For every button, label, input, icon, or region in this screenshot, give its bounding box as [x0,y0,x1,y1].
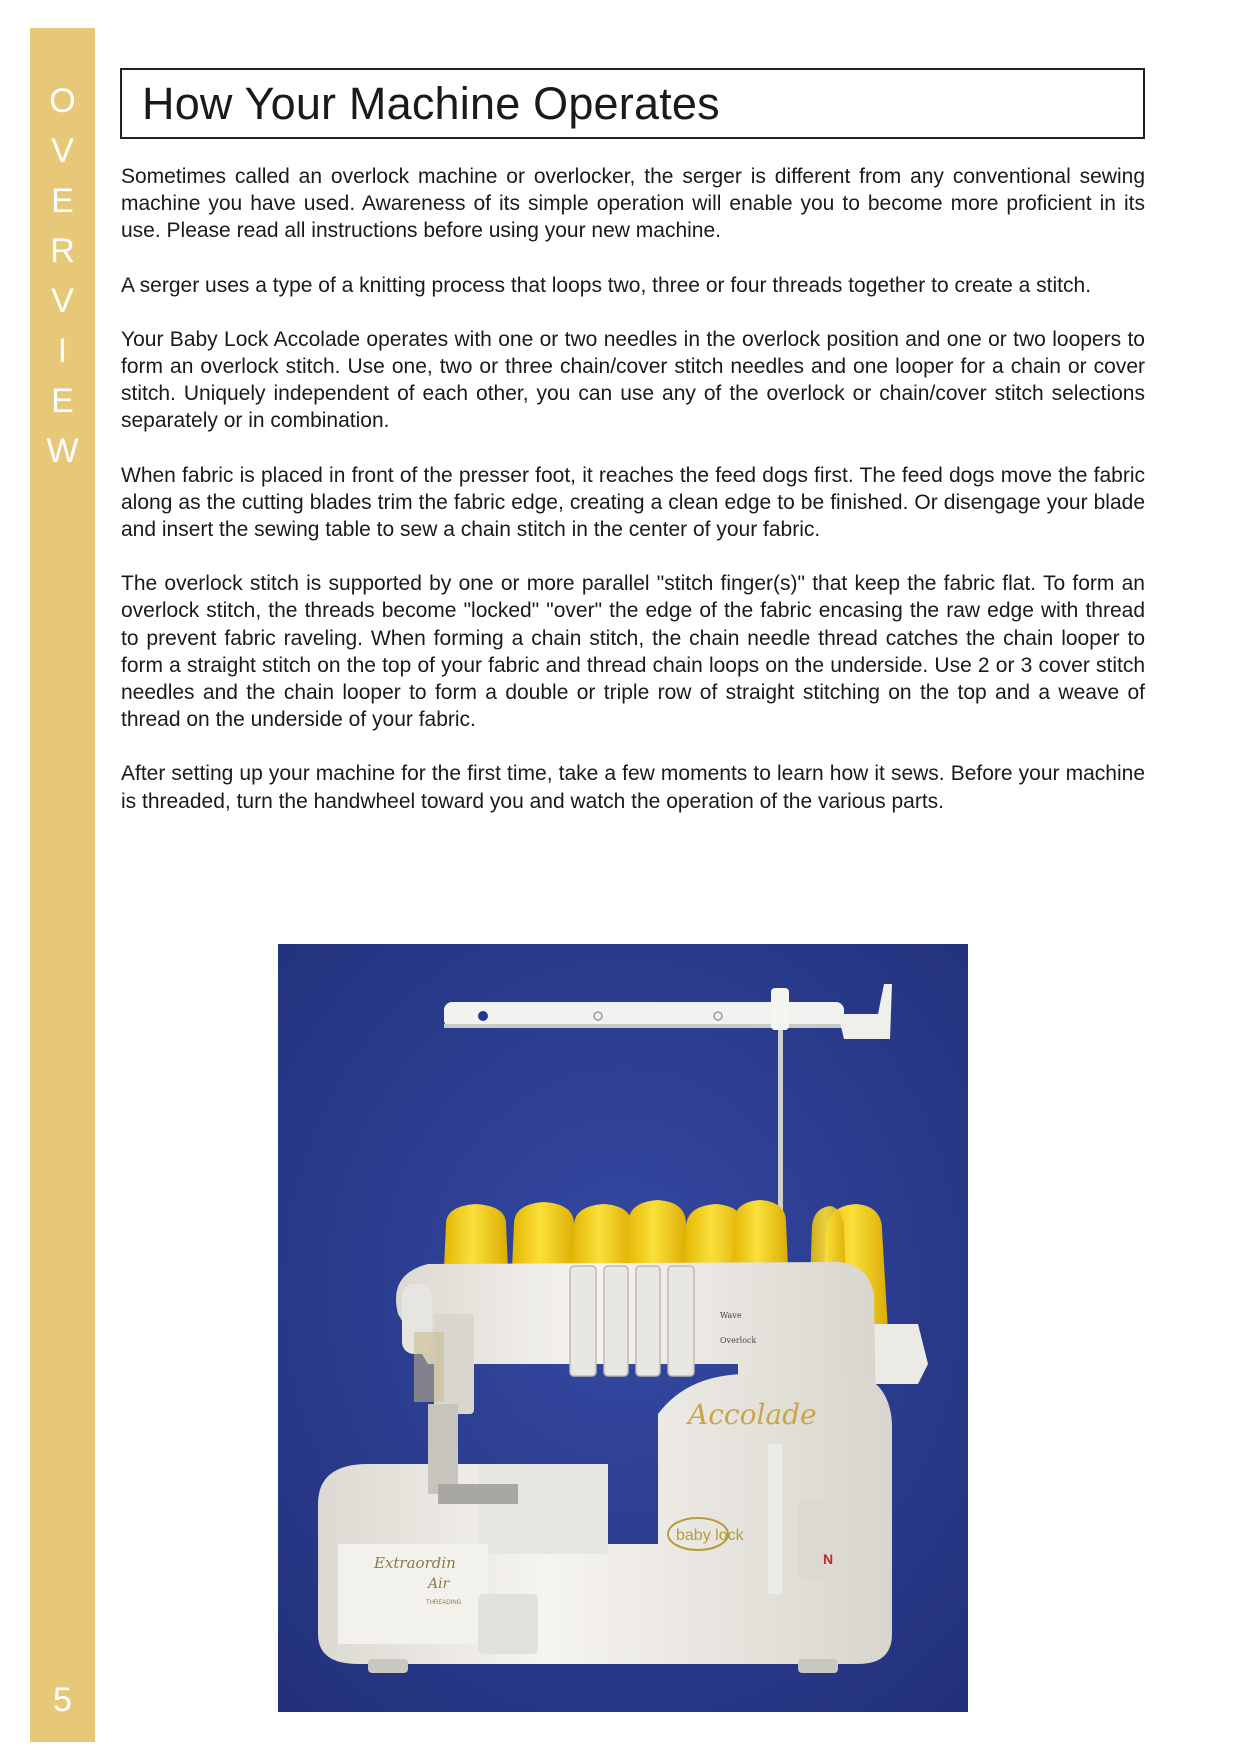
serger-machine [318,1262,892,1673]
section-letter: I [57,332,68,370]
title-box [120,68,1145,139]
paragraph-first-use: After setting up your machine for the first time, take a few moments to learn how it sews. Before your machine is threaded, turn the handwheel toward you and watch the operation of the various parts. [121,762,1145,813]
page-number: 5 [53,1681,72,1719]
paragraph-knitting: A serger uses a type of a knitting process that loops two, three or four threads together to create a stitch. [121,273,1092,297]
paragraph-intro: Sometimes called an overlock machine or overlocker, the serger is different from any conventional sewing machine you have used. Awareness of its simple operation will enable you to become more proficient in its use. Please read all instructions before using your new machine. [121,165,1145,243]
threading-label-line3: THREADING [426,1600,462,1606]
threading-label-line1: Extraordin [374,1554,456,1572]
wave-label: Wave [720,1311,742,1320]
section-letter: R [50,232,75,270]
body-text [121,163,1145,842]
mode-indicator: N [823,1551,834,1567]
overlock-label: Overlock [720,1336,757,1345]
model-name: Accolade [688,1398,817,1431]
overview-side-tab [30,28,95,1742]
section-letter: V [51,282,74,320]
page-title: How Your Machine Operates [142,78,720,129]
paragraph-feed-dogs: When fabric is placed in front of the presser foot, it reaches the feed dogs first. The feed dogs move the fabric along as the cutting blades trim the fabric edge, creating a clean edge to be finished. Or disengage your blade and insert the sewing table to sew a chain stitch in the center of your fabric. [121,463,1145,542]
threading-label-line2: Air [428,1576,450,1592]
paragraph-accolade: Your Baby Lock Accolade operates with one or two needles in the overlock position and one or two loopers to form an overlock stitch. Use one, two or three chain/cover stitch needles and one looper for a chain or cover stitch. Uniquely independent of each other, you can use any of the overlock or chain/cover stitch selections separately or in combination. [121,327,1145,433]
serger-photo [278,944,968,1712]
section-letter: E [51,382,74,420]
brand-logo: baby lock [676,1527,744,1544]
section-letter: E [51,182,74,220]
section-letter: O [49,82,76,120]
paragraph-overlock-stitch: The overlock stitch is supported by one or more parallel "stitch finger(s)" that keep the fabric flat. To form an overlock stitch, the threads become "locked" "over" the edge of the fabric encasing the raw edge with thread to prevent fabric raveling. When forming a chain stitch, the chain needle thread catches the chain looper to form a straight stitch on the top of your fabric and thread chain loops on the underside. Use 2 or 3 cover stitch needles and the chain looper to form a double or triple row of straight stitching on the top and a weave of thread on the underside of your fabric. [121,572,1145,732]
section-letter: V [51,132,74,170]
section-label [30,76,95,476]
section-letter: W [46,432,79,470]
